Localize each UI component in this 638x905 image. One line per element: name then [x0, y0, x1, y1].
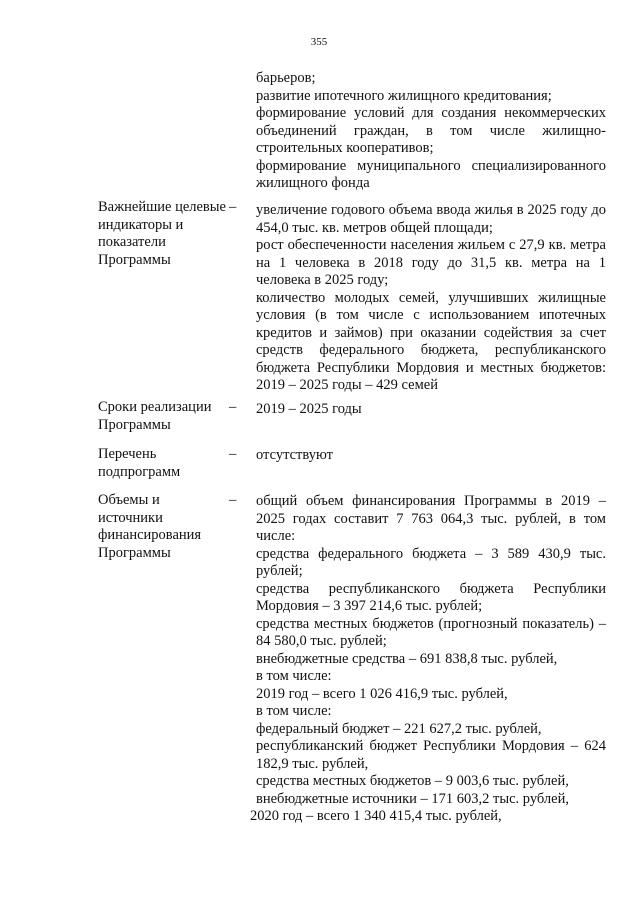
section-dash: – — [229, 446, 237, 462]
lead-paragraph: развитие ипотечного жилищного кредитования; — [256, 87, 552, 104]
section-label: Объемы и источники финансирования Программы — [98, 492, 202, 561]
content-paragraph: федеральный бюджет – 221 627,2 тыс. рублей, — [256, 720, 542, 737]
lead-paragraph: формирование муниципального специализированного жилищного фонда — [256, 157, 606, 191]
content-paragraph: средства республиканского бюджета Республики Мордовия – 3 397 214,6 тыс. рублей; — [256, 580, 606, 614]
section-label: Сроки реализации Программы — [98, 399, 212, 433]
content-paragraph: увеличение годового объема ввода жилья в 2025 году до 454,0 тыс. кв. метров общей площади; — [256, 202, 606, 236]
section-content — [256, 202, 606, 395]
page-number: 355 — [310, 36, 328, 48]
content-paragraph: внебюджетные средства – 691 838,8 тыс. рублей, — [256, 650, 558, 667]
content-paragraph: общий объем финансирования Программы в 2019 – 2025 годах составит 7 763 064,3 тыс. рублей, в том числе: — [256, 493, 606, 544]
content-paragraph: отсутствуют — [256, 447, 333, 463]
section-label: Перечень подпрограмм — [98, 446, 181, 480]
section-content — [256, 447, 606, 465]
section-label: Важнейшие целевые индикаторы и показатели Программы — [98, 199, 226, 268]
content-paragraph: средства местных бюджетов (прогнозный показатель) – 84 580,0 тыс. рублей; — [256, 615, 606, 649]
section-content — [250, 493, 606, 826]
section-dash: – — [229, 492, 237, 508]
content-paragraph: внебюджетные источники – 171 603,2 тыс. рублей, — [256, 790, 569, 807]
lead-text-block — [256, 70, 606, 193]
content-paragraph: 2019 год – всего 1 026 416,9 тыс. рублей, — [256, 685, 508, 702]
content-paragraph: рост обеспеченности населения жильем с 27,9 кв. метра на 1 человека в 2018 году до 31,5 кв. метра на 1 человека в 2025 году; — [256, 237, 606, 288]
section-dash: – — [229, 199, 237, 215]
content-paragraph: 2019 – 2025 годы — [256, 401, 362, 417]
lead-paragraph: формирование условий для создания некоммерческих объединений граждан, в том числе жилищно-строительных кооперативов; — [256, 105, 606, 156]
content-paragraph: средства местных бюджетов – 9 003,6 тыс. рублей, — [256, 773, 569, 789]
content-paragraph: средства федерального бюджета – 3 589 430,9 тыс. рублей; — [256, 545, 606, 579]
content-paragraph: республиканский бюджет Республики Мордовия – 624 182,9 тыс. рублей, — [256, 738, 606, 772]
content-paragraph: 2020 год – всего 1 340 415,4 тыс. рублей, — [250, 808, 502, 824]
section-dash: – — [229, 399, 237, 415]
content-paragraph: в том числе: — [256, 668, 332, 684]
lead-paragraph: барьеров; — [256, 70, 316, 86]
section-content — [256, 401, 606, 419]
content-paragraph: в том числе: — [256, 703, 332, 719]
content-paragraph: количество молодых семей, улучшивших жилищные условия (в том числе с использованием ипотечных кредитов и займов) при оказании содействия за счет средств федерального бюджета, республиканского бюджета Республики Мордовия и местных бюджетов: 2019 – 2025 годы – 429 семей — [256, 289, 606, 393]
